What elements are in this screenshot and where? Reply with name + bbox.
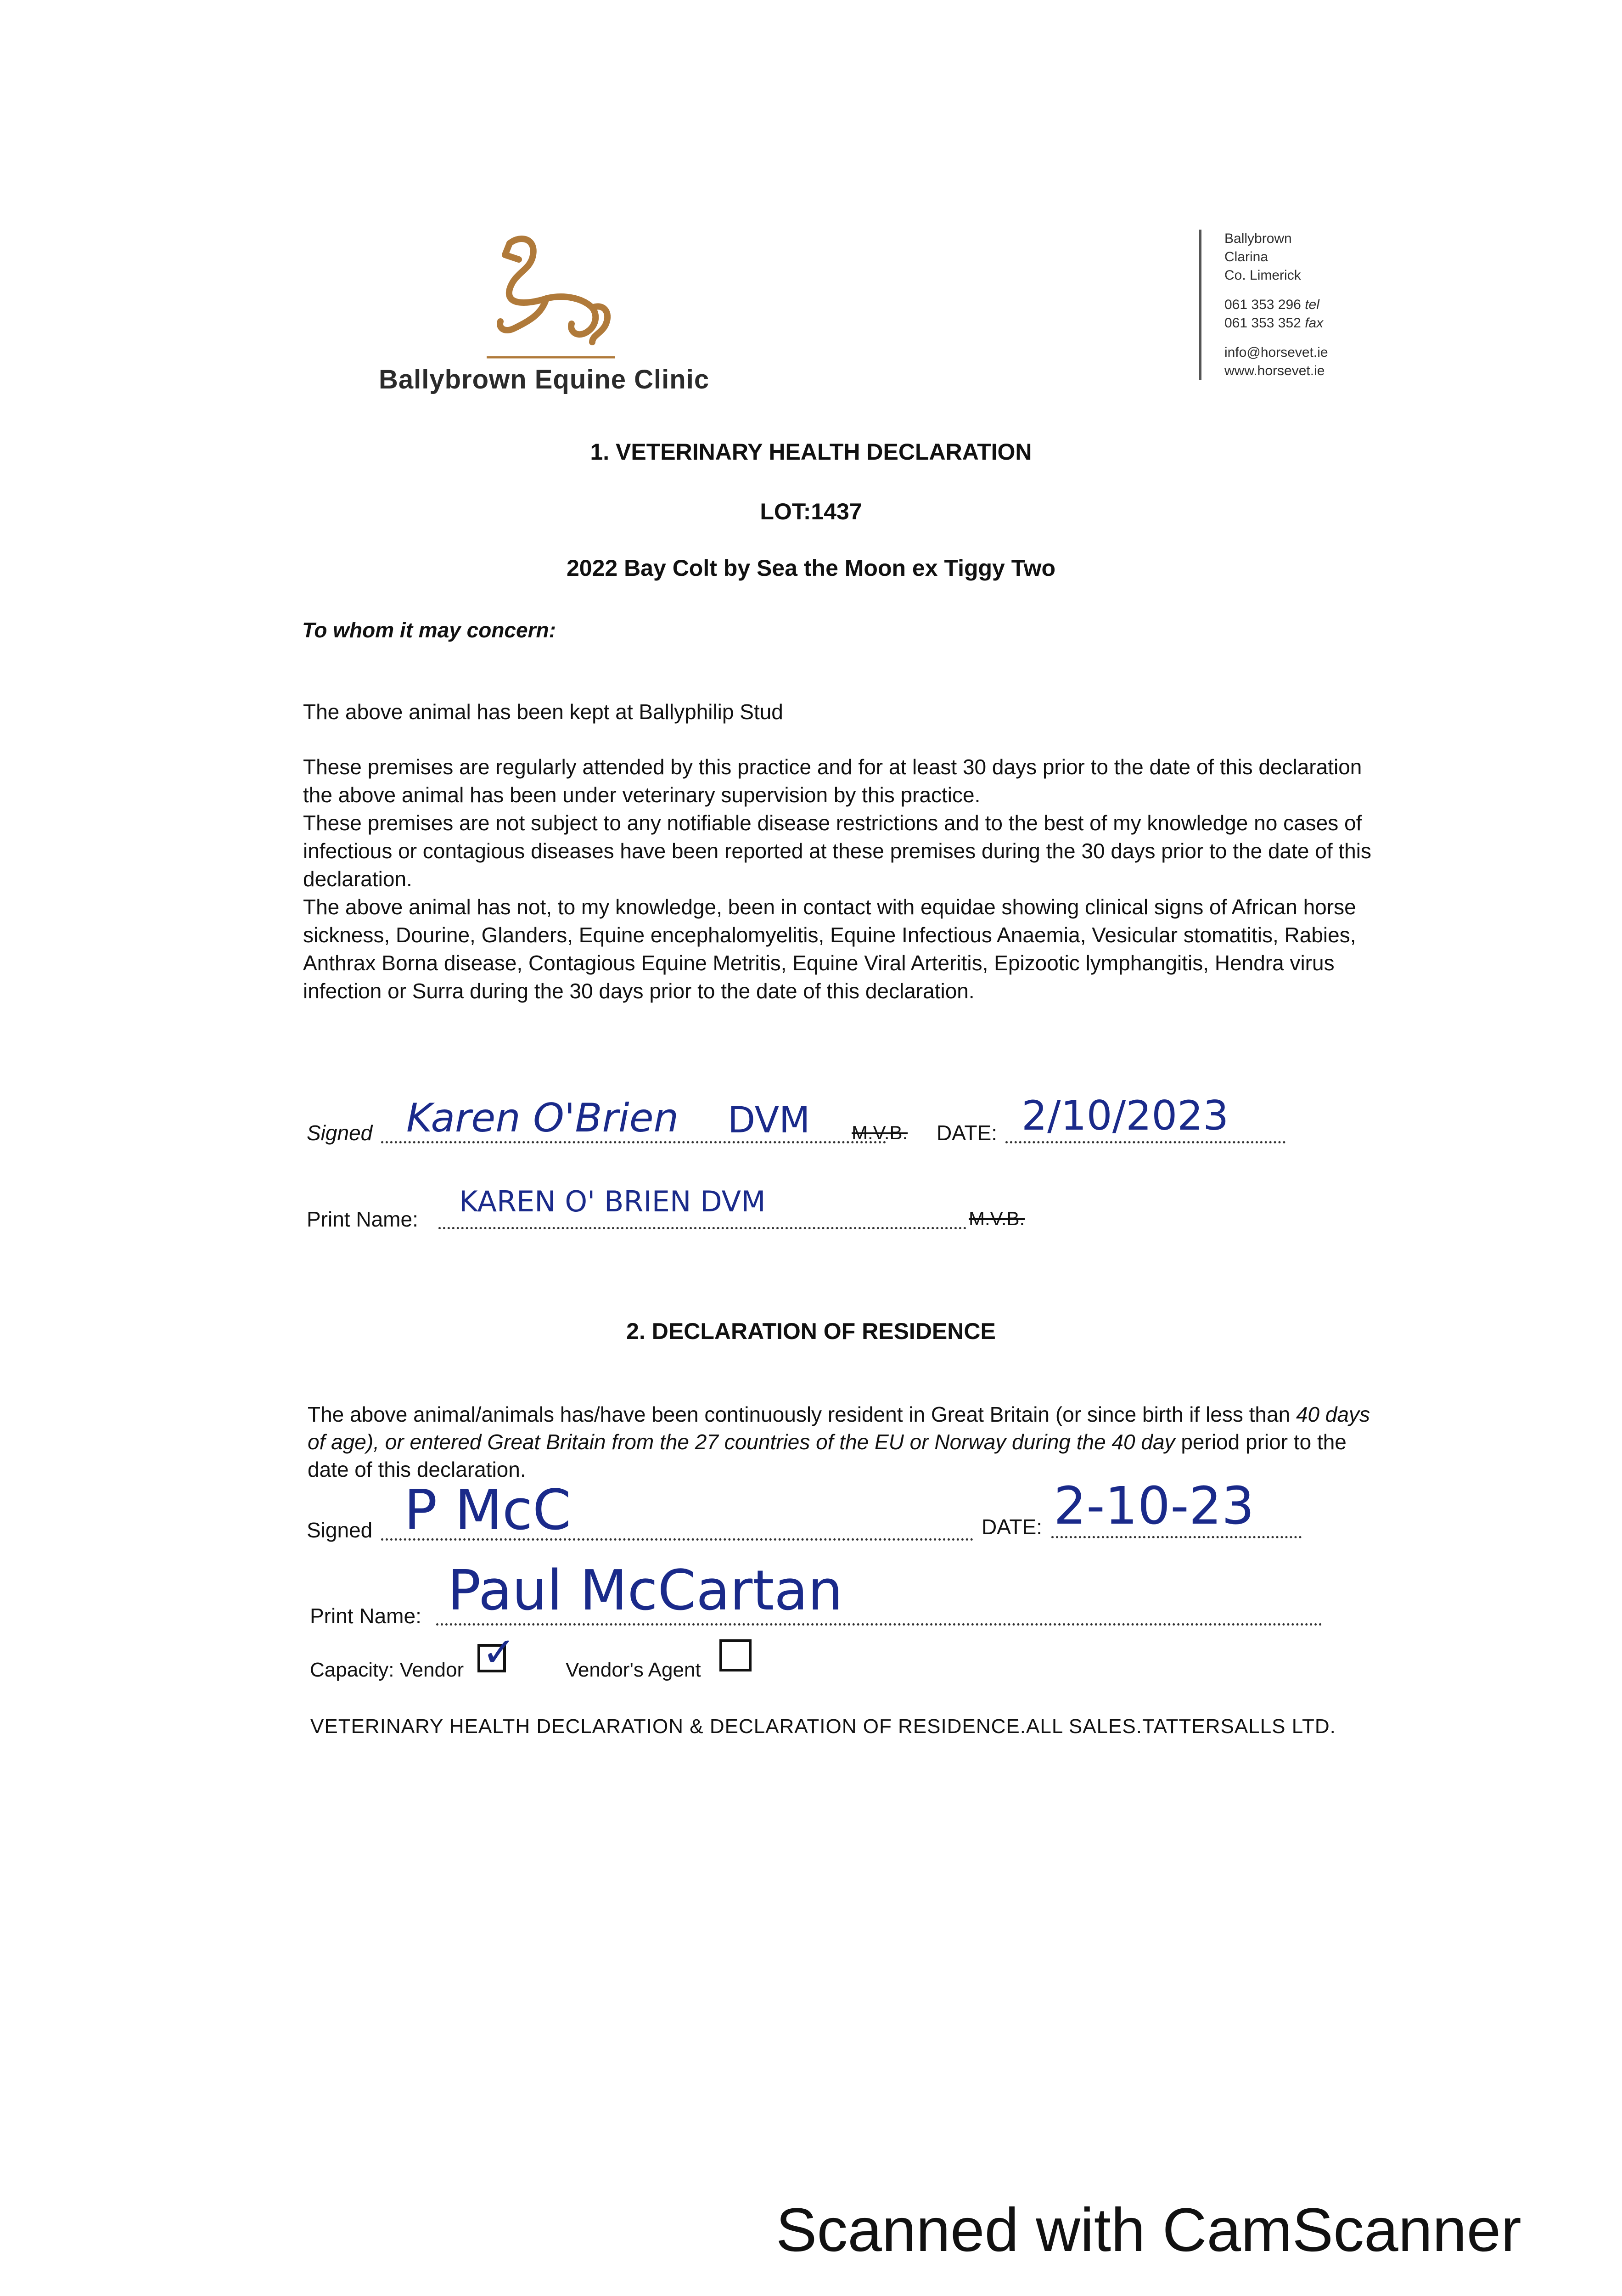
website-link[interactable]: www.horsevet.ie — [1224, 363, 1325, 378]
lot-number: LOT:1437 — [760, 499, 862, 524]
fax-number: 061 353 352 — [1224, 315, 1301, 331]
print-name-line — [438, 1227, 966, 1229]
signed-label: Signed — [307, 1518, 373, 1542]
vet-signature-title: DVM — [728, 1100, 810, 1141]
kept-at-statement: The above animal has been kept at Ballyphilip Stud — [303, 700, 783, 724]
mvb-struck: M.V.B. — [969, 1208, 1025, 1229]
date-line — [1051, 1536, 1302, 1538]
salutation: To whom it may concern: — [302, 618, 556, 642]
vet-print-name: KAREN O' BRIEN DVM — [459, 1185, 766, 1218]
vendor-checkbox[interactable] — [477, 1628, 516, 1676]
address-line: Clarina — [1224, 249, 1268, 264]
section2-heading: 2. DECLARATION OF RESIDENCE — [626, 1318, 996, 1344]
declaration-paragraph: These premises are not subject to any notifiable disease restrictions and to the best of my knowledge no cases of infectious or contagious diseases have been reported at these premises during the 30 days prior to the date of this declaration. — [303, 811, 1371, 891]
date-line — [1005, 1141, 1285, 1143]
clinic-logo-horse-icon — [477, 230, 624, 363]
residence-text: period prior to the date of this declaration. — [308, 1430, 1347, 1481]
residence-body — [308, 1401, 1377, 1483]
clinic-name: Ballybrown Equine Clinic — [379, 365, 710, 394]
mvb-struck: M.V.B. — [852, 1122, 908, 1143]
vendor-print-name: Paul McCartan — [448, 1559, 843, 1623]
signature-line — [381, 1141, 886, 1143]
vendor-date: 2-10-23 — [1054, 1476, 1255, 1536]
vendors-agent-checkbox[interactable] — [719, 1639, 752, 1671]
fax-suffix: fax — [1305, 315, 1324, 331]
capacity-vendor-label: Capacity: Vendor — [310, 1659, 464, 1681]
residence-text-italic: 40 days of age), or entered Great Britain from the 27 countries of the EU or Norway during the 40 day — [308, 1402, 1370, 1454]
declaration-paragraph: These premises are regularly attended by this practice and for at least 30 days prior to the date of this declaration the above animal has been under veterinary supervision by this practice. — [303, 755, 1362, 807]
print-name-label: Print Name: — [310, 1604, 421, 1628]
phone-suffix: tel — [1305, 297, 1319, 312]
contact-block — [1199, 230, 1328, 380]
address-line: Ballybrown — [1224, 231, 1292, 246]
fax-line — [1224, 314, 1328, 332]
address-line: Co. Limerick — [1224, 268, 1301, 283]
declaration-body — [303, 753, 1377, 1005]
section1-heading: 1. VETERINARY HEALTH DECLARATION — [590, 439, 1032, 465]
declaration-paragraph: The above animal has not, to my knowledge, been in contact with equidae showing clinical signs of African horse sickness, Dourine, Glanders, Equine encephalomyelitis, Equine Infectious Anaemia, Vesicular stomatitis, Rabies, Anthrax Borna disease, Contagious Equine Metritis, Equine Viral Arteritis, Epizootic lymphangitis, Hendra virus infection or Surra during the 30 days prior to the date of this declaration. — [303, 895, 1356, 1003]
vendors-agent-label: Vendor's Agent — [566, 1659, 701, 1681]
vendor-signature: P McC — [404, 1479, 571, 1542]
date-label: DATE: — [982, 1515, 1043, 1539]
vet-signature: Karen O'Brien — [406, 1095, 679, 1141]
phone-line — [1224, 296, 1328, 314]
residence-text: The above animal/animals has/have been continuously resident in Great Britain (or since birth if less than — [308, 1402, 1296, 1426]
phone-number: 061 353 296 — [1224, 297, 1301, 312]
signed-label: Signed — [307, 1121, 373, 1145]
check-mark-icon: ✓ — [482, 1628, 516, 1676]
print-name-label: Print Name: — [307, 1207, 418, 1231]
vet-date: 2/10/2023 — [1021, 1092, 1229, 1139]
email-link[interactable]: info@horsevet.ie — [1224, 345, 1328, 360]
date-label: DATE: — [937, 1121, 998, 1145]
print-name-line — [436, 1623, 1322, 1626]
camscanner-watermark: Scanned with CamScanner — [776, 2196, 1521, 2264]
form-footer: VETERINARY HEALTH DECLARATION & DECLARATION OF RESIDENCE.ALL SALES.TATTERSALLS LTD. — [310, 1715, 1336, 1738]
horse-description: 2022 Bay Colt by Sea the Moon ex Tiggy Two — [566, 555, 1056, 581]
